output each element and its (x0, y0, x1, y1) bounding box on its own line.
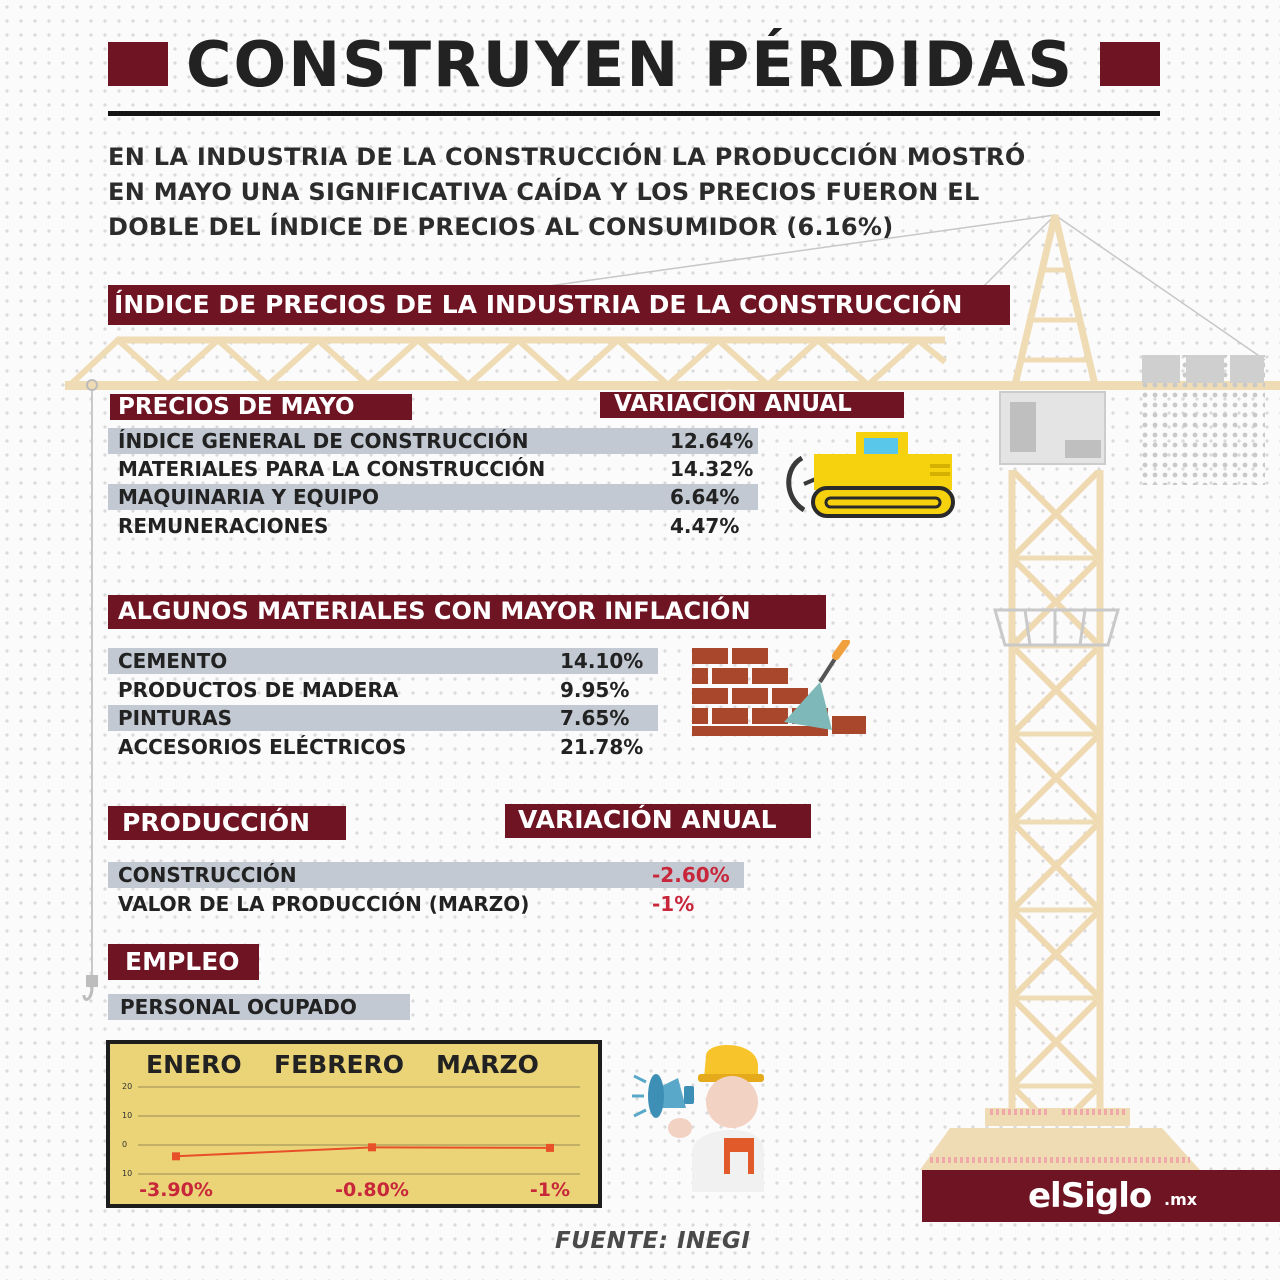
brand-logo-suffix: .mx (1164, 1190, 1198, 1209)
chart-y-tick-label: 0 (122, 1140, 128, 1149)
chart-data-label: -3.90% (139, 1179, 213, 1201)
row-label: PINTURAS (118, 706, 233, 730)
production-header: PRODUCCIÓN (108, 806, 346, 840)
row-value: 14.32% (670, 457, 754, 481)
intro-line: EN MAYO UNA SIGNIFICATIVA CAÍDA Y LOS PRECIOS FUERON EL (108, 178, 980, 206)
line-chart-plot (110, 1044, 598, 1204)
employment-header: EMPLEO (108, 944, 259, 980)
chart-series-line (176, 1147, 550, 1156)
title-underline (108, 111, 1160, 116)
price-index-section-title: ÍNDICE DE PRECIOS DE LA INDUSTRIA DE LA CONSTRUCCIÓN (108, 285, 1010, 325)
chart-y-tick-label: 10 (122, 1169, 133, 1178)
table-row (108, 891, 744, 917)
row-value: 14.10% (560, 649, 644, 673)
table-row (108, 677, 658, 703)
chart-category-label: FEBRERO (274, 1050, 405, 1079)
row-label: ÍNDICE GENERAL DE CONSTRUCCIÓN (118, 429, 529, 453)
employment-subheader (108, 994, 410, 1020)
row-value: 7.65% (560, 706, 630, 730)
row-label: MAQUINARIA Y EQUIPO (118, 485, 380, 509)
production-variation-header: VARIACIÓN ANUAL (505, 804, 811, 838)
title-block-left (108, 42, 168, 86)
intro-line: DOBLE DEL ÍNDICE DE PRECIOS AL CONSUMIDOR (6.16%) (108, 213, 894, 241)
row-value: 12.64% (670, 429, 754, 453)
row-value: 6.64% (670, 485, 740, 509)
row-label: VALOR DE LA PRODUCCIÓN (MARZO) (118, 892, 530, 916)
brick-wall-trowel-icon (692, 640, 870, 738)
chart-data-point (368, 1143, 376, 1151)
prices-may-header: PRECIOS DE MAYO (110, 394, 412, 420)
intro-paragraph (108, 140, 1026, 245)
chart-y-tick-label: 20 (122, 1082, 133, 1091)
page-title: CONSTRUYEN PÉRDIDAS (186, 28, 1075, 101)
row-label: MATERIALES PARA LA CONSTRUCCIÓN (118, 457, 546, 481)
table-row (108, 484, 758, 510)
intro-line: EN LA INDUSTRIA DE LA CONSTRUCCIÓN LA PRODUCCIÓN MOSTRÓ (108, 143, 1026, 171)
row-label: PERSONAL OCUPADO (120, 995, 357, 1019)
chart-category-label: ENERO (146, 1050, 242, 1079)
row-label: REMUNERACIONES (118, 514, 329, 538)
table-row (108, 862, 744, 888)
chart-category-label: MARZO (436, 1050, 539, 1079)
logo-bar (922, 1170, 1280, 1222)
row-label: PRODUCTOS DE MADERA (118, 678, 399, 702)
table-row (108, 648, 658, 674)
bulldozer-icon (780, 428, 960, 520)
table-row (108, 428, 758, 454)
row-value: -2.60% (652, 863, 730, 887)
row-label: CEMENTO (118, 649, 228, 673)
employment-chart (106, 1040, 602, 1208)
row-value: -1% (652, 892, 695, 916)
table-row (108, 734, 658, 760)
source-note: FUENTE: INEGI (555, 1228, 751, 1254)
title-block-right (1100, 42, 1160, 86)
chart-data-label: -0.80% (335, 1179, 409, 1201)
table-row (108, 456, 758, 482)
chart-y-tick-label: 10 (122, 1111, 133, 1120)
row-value: 4.47% (670, 514, 740, 538)
chart-data-point (546, 1144, 554, 1152)
prices-may-variation-header: VARIACIÓN ANUAL (600, 392, 904, 418)
brand-logo: elSiglo (1028, 1176, 1152, 1216)
table-row (108, 513, 758, 539)
table-row (108, 705, 658, 731)
chart-data-label: -1% (529, 1179, 571, 1201)
row-value: 9.95% (560, 678, 630, 702)
row-label: ACCESORIOS ELÉCTRICOS (118, 735, 407, 759)
row-value: 21.78% (560, 735, 644, 759)
worker-megaphone-icon (630, 1042, 770, 1194)
chart-data-point (172, 1152, 180, 1160)
materials-header: ALGUNOS MATERIALES CON MAYOR INFLACIÓN (108, 595, 826, 629)
row-label: CONSTRUCCIÓN (118, 863, 297, 887)
